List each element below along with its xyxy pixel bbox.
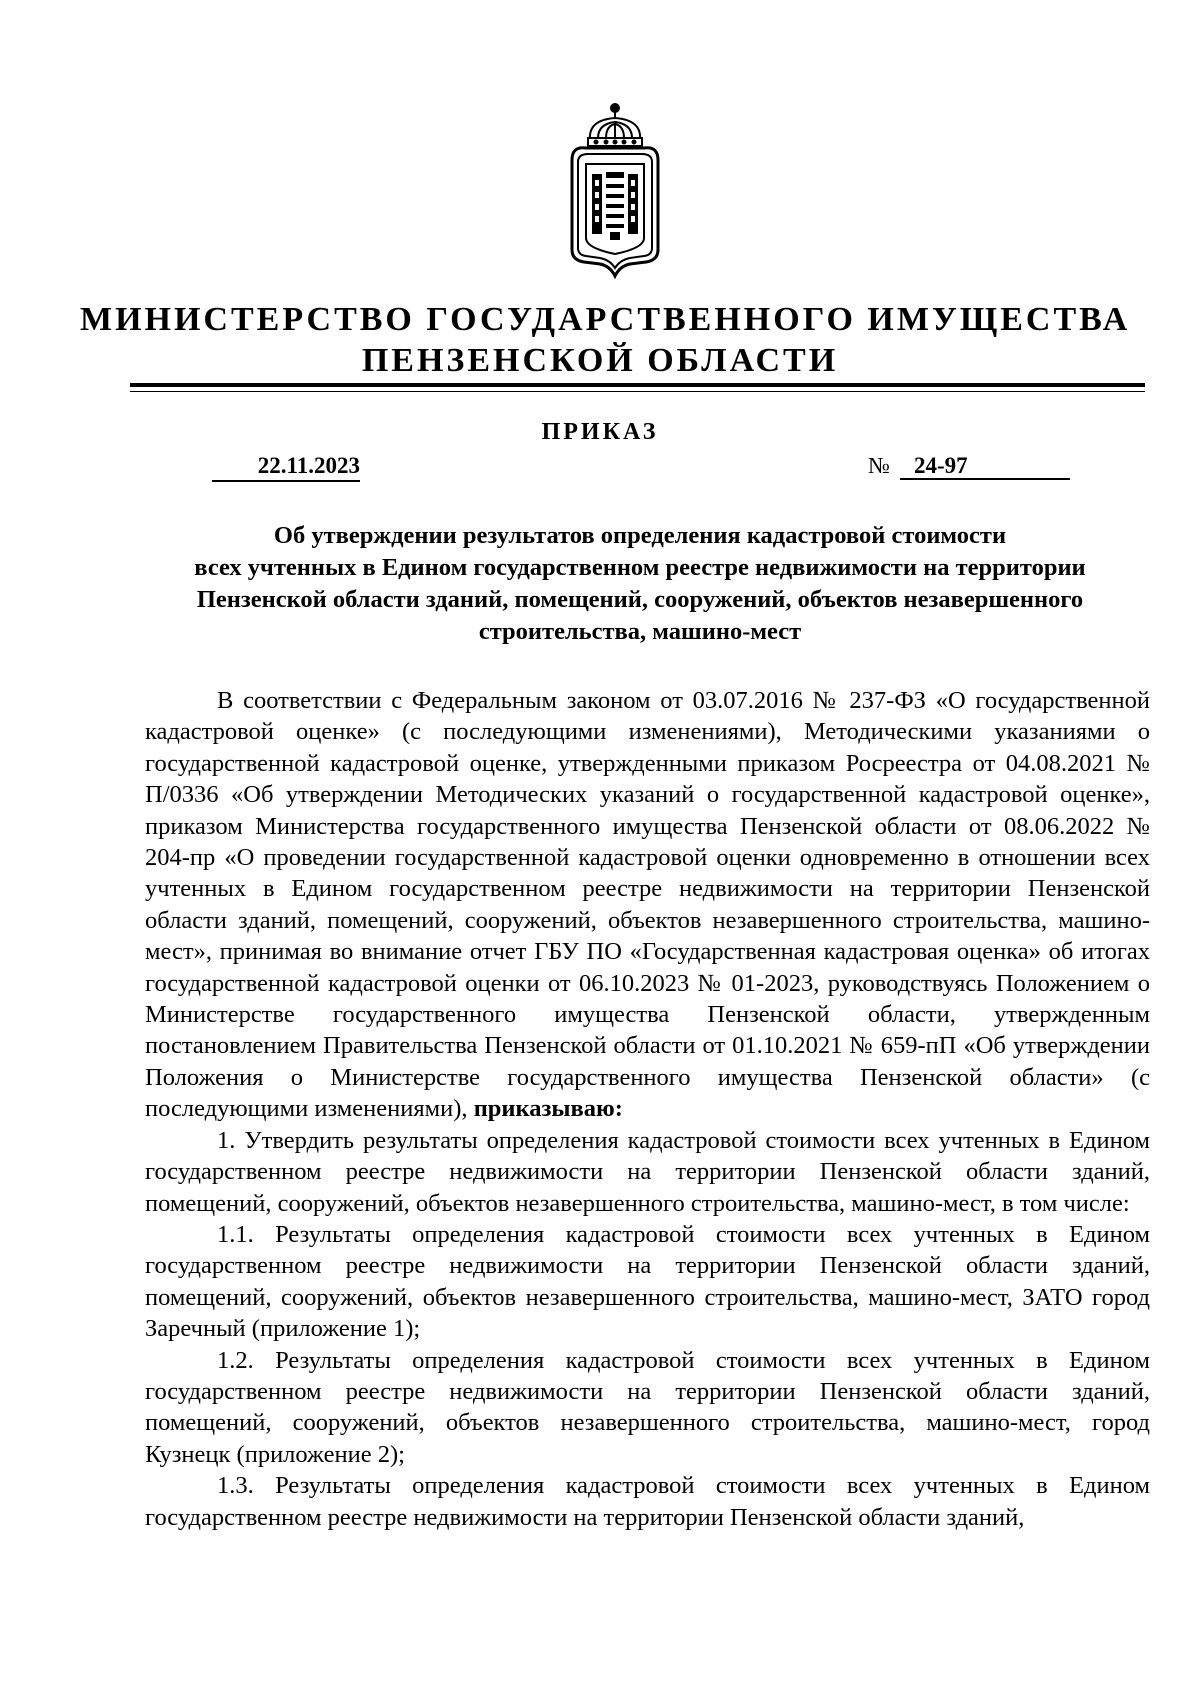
order-heading-line: Об утверждении результатов определения кадастровой стоимости [273,522,1007,549]
order-number-label: № [868,453,890,478]
coat-of-arms-emblem [560,100,670,280]
header-thick-rule [130,383,1145,387]
order-date: 22.11.2023 [212,452,360,482]
order-heading-line: всех учтенных в Едином государственном реестре недвижимости на территории [194,554,1086,581]
body-paragraph-item-1-1: 1.1. Результаты определения кадастровой стоимости всех учтенных в Едином государственном реестре недвижимости на территории Пензенской области зданий, помещений, сооружений, объектов незавершенного строительства, машино-мест, ЗАТО город Заречный (приложение 1); [145,1220,1150,1343]
order-number: 24-97 [900,452,1070,480]
intro-order-verb: приказываю: [473,1095,623,1123]
ministry-name-line-1: МИНИСТЕРСТВО ГОСУДАРСТВЕННОГО ИМУЩЕСТВА [80,301,1131,338]
ministry-name-line-2: ПЕНЗЕНСКОЙ ОБЛАСТИ [361,342,839,379]
order-body [145,685,1150,1533]
order-heading-line: Пензенской области зданий, помещений, сооружений, объектов незавершенного [196,586,1084,613]
order-heading-line: строительства, машино-мест [478,618,802,645]
order-heading [130,520,1150,648]
body-paragraph-intro [145,685,1150,1125]
body-paragraph-item-1-3: 1.3. Результаты определения кадастровой стоимости всех учтенных в Едином государственном реестре недвижимости на территории Пензенской области зданий, [145,1472,1150,1531]
body-paragraph-item-1: 1. Утвердить результаты определения кадастровой стоимости всех учтенных в Едином государственном реестре недвижимости на территории Пензенской области зданий, помещений, сооружений, объектов незавершенного строительства, машино-мест, в том числе: [145,1126,1150,1217]
order-title: ПРИКАЗ [541,419,659,445]
header-thin-rule [130,391,1145,392]
intro-text: В соответствии с Федеральным законом от 03.07.2016 № 237-ФЗ «О государственной кадастровой оценке» (с последующими изменениями), Методическими указаниями о государственной кадастровой оценке, утвержденными приказом Росреестра от 04.08.2021 № П/0336 «Об утверждении Методических указаний о государственной кадастровой оценке», приказом Министерства государственного имущества Пензенской области от 08.06.2022 № 204-пр «О проведении государственной кадастровой оценки одновременно в отношении всех учтенных в Едином государственном реестре недвижимости на территории Пензенской области зданий, помещений, сооружений, объектов незавершенного строительства, машино-мест», принимая во внимание отчет ГБУ ПО «Государственная кадастровая оценка» об итогах государственной кадастровой оценки от 06.10.2023 № 01-2023, руководствуясь Положением о Министерстве государственного имущества Пензенской области, утвержденным постановлением Правительства Пензенской области от 01.10.2021 № 659-пП «Об утверждении Положения о Министерстве государственного имущества Пензенской области» (с последующими изменениями), [145,687,1150,1123]
body-paragraph-item-1-2: 1.2. Результаты определения кадастровой стоимости всех учтенных в Едином государственном реестре недвижимости на территории Пензенской области зданий, помещений, сооружений, объектов незавершенного строительства, машино-мест, город Кузнецк (приложение 2); [145,1346,1150,1468]
